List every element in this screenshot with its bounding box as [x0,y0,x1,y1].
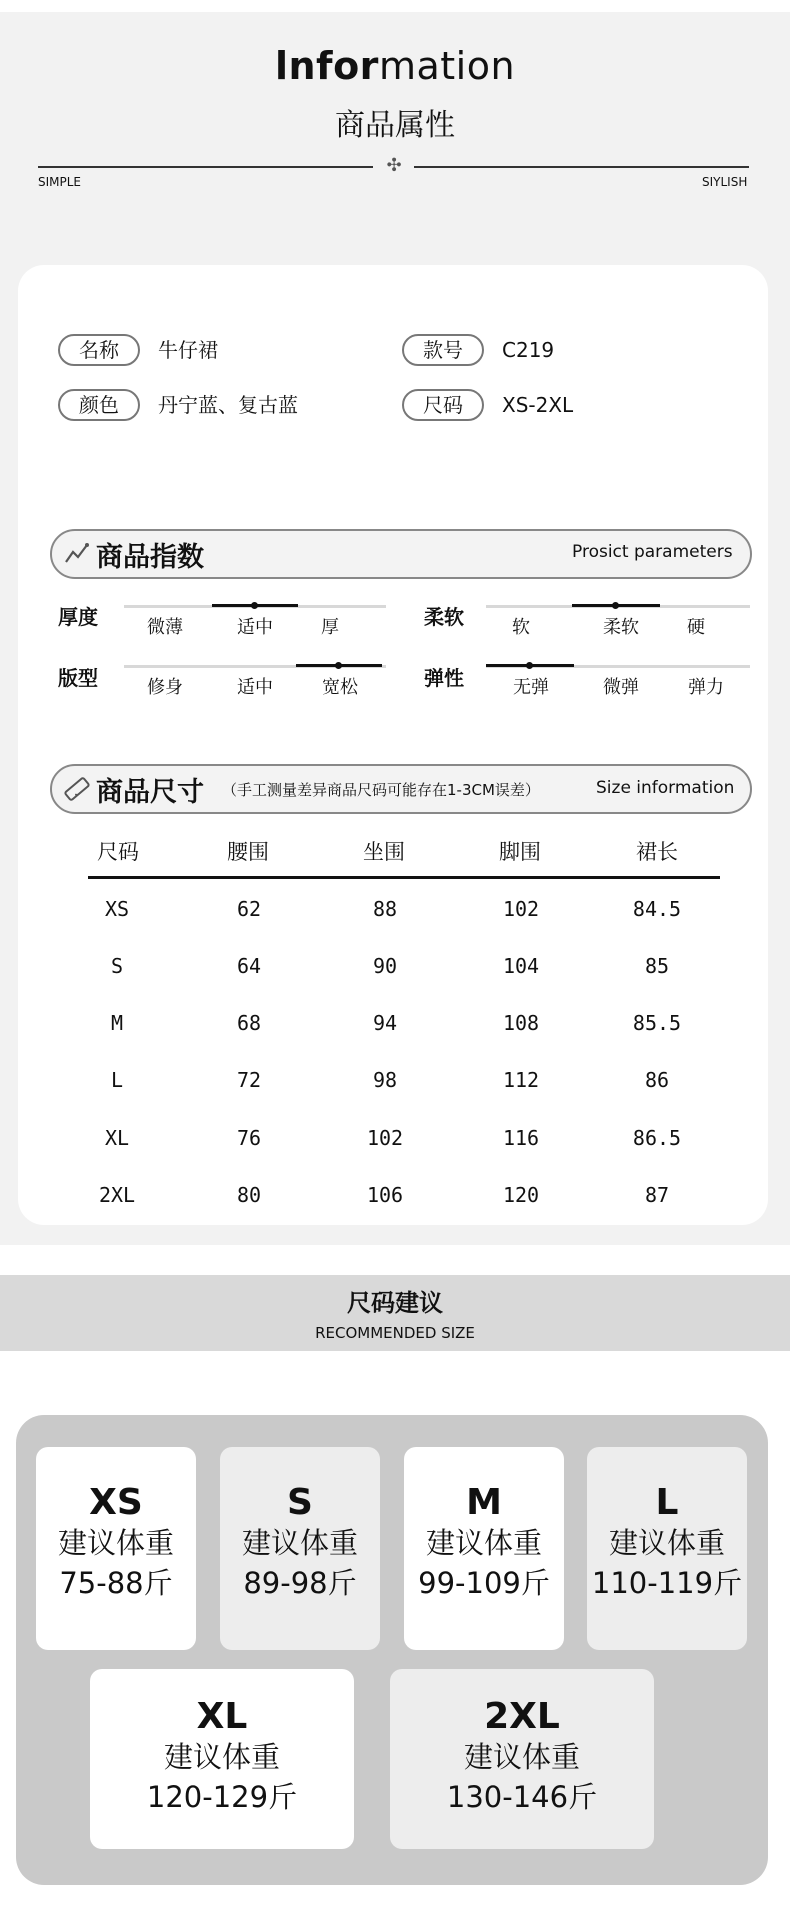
table-cell: 85.5 [632,1011,682,1035]
recommend-subtitle: RECOMMENDED SIZE [315,1324,475,1342]
cross-ornament-icon: ✣ [386,155,402,176]
table-cell: 62 [236,897,262,921]
header-divider-right [414,166,749,168]
table-cell: 80 [236,1183,262,1207]
attr-value-size: XS-2XL [502,393,574,417]
rating-option: 柔软 [603,617,639,638]
table-cell: 2XL [98,1183,136,1207]
info-subtitle: 商品属性 [335,108,455,143]
size-card-range: 130-146斤 [446,1780,598,1814]
attr-value-name: 牛仔裙 [158,338,218,362]
table-cell: XS [104,897,130,921]
index-section-title: 商品指数 [96,542,204,573]
size-card-name: XS [89,1482,143,1523]
size-card-label: 建议体重 [163,1740,280,1774]
table-header-hem: 脚围 [499,840,541,864]
rating-dot-elasticity [526,662,533,669]
table-cell: 68 [236,1011,262,1035]
table-cell: 102 [502,897,540,921]
table-cell: 76 [236,1126,262,1150]
table-cell: 84.5 [632,897,682,921]
attr-label-color: 颜色 [58,389,140,421]
attr-label-name: 名称 [58,334,140,366]
ruler-icon [62,774,92,810]
table-cell: 106 [366,1183,404,1207]
size-card-range: 75-88斤 [59,1566,173,1600]
header-divider-left [38,166,373,168]
size-card-range: 110-119斤 [591,1566,743,1600]
recommend-title: 尺码建议 [347,1289,443,1317]
size-card-xs [36,1447,196,1650]
table-cell: 108 [502,1011,540,1035]
table-header-size: 尺码 [97,840,139,864]
table-header-length: 裙长 [636,840,678,864]
rating-option: 宽松 [322,677,358,698]
rating-title-softness: 柔软 [424,605,464,629]
table-cell: 112 [502,1068,540,1092]
rating-option: 软 [512,617,530,638]
size-card-name: L [655,1482,679,1523]
index-section-subtitle: Prosict parameters [572,542,733,562]
attr-value-color: 丹宁蓝、复古蓝 [158,393,298,417]
table-header-waist: 腰围 [227,840,269,864]
size-card-xl [90,1669,354,1849]
rating-option: 弹力 [688,677,724,698]
size-card-l [587,1447,747,1650]
simple-tag: SIMPLE [38,175,82,189]
size-card-s [220,1447,380,1650]
size-card-name: S [287,1482,313,1523]
stylish-tag: SIYLISH [702,175,748,189]
table-cell: 120 [502,1183,540,1207]
table-cell: 87 [644,1183,670,1207]
size-card-m [404,1447,564,1650]
info-title [0,44,790,88]
size-card-range: 120-129斤 [146,1780,298,1814]
table-cell: 86 [644,1068,670,1092]
size-card-label: 建议体重 [608,1526,725,1560]
rating-option: 无弹 [513,677,549,698]
rating-option: 修身 [147,677,183,698]
rating-dot-thickness [251,602,258,609]
table-cell: 104 [502,954,540,978]
size-card-name: 2XL [484,1696,560,1737]
table-cell: 102 [366,1126,404,1150]
table-cell: L [110,1068,124,1092]
table-cell: 98 [372,1068,398,1092]
table-cell: 86.5 [632,1126,682,1150]
size-section-subtitle: Size information [596,778,735,798]
rating-option: 硬 [687,617,705,638]
top-white-strip [0,0,790,12]
table-cell: 90 [372,954,398,978]
rating-option: 微弹 [603,677,639,698]
attr-label-style-no: 款号 [402,334,484,366]
size-card-range: 99-109斤 [418,1566,550,1600]
table-cell: 116 [502,1126,540,1150]
table-cell: XL [104,1126,130,1150]
rating-title-thickness: 厚度 [58,605,98,629]
size-card-label: 建议体重 [463,1740,580,1774]
table-cell: 64 [236,954,262,978]
size-card-name: M [466,1482,502,1523]
size-card-2xl [390,1669,654,1849]
table-cell: 85 [644,954,670,978]
attr-value-style-no: C219 [502,338,555,362]
size-card-range: 89-98斤 [243,1566,357,1600]
rating-option: 适中 [237,617,273,638]
rating-dot-softness [612,602,619,609]
info-title-rest: mation [378,44,516,88]
size-section-title: 商品尺寸 [96,777,204,808]
attr-label-size: 尺码 [402,389,484,421]
table-header-rule [88,876,720,879]
rating-option: 适中 [237,677,273,698]
rating-option: 微薄 [147,617,183,638]
size-card-label: 建议体重 [425,1526,542,1560]
table-cell: 94 [372,1011,398,1035]
table-cell: S [110,954,124,978]
rating-title-fit: 版型 [58,666,98,690]
info-title-bold: lnfor [274,44,379,88]
size-card-label: 建议体重 [57,1526,174,1560]
size-card-label: 建议体重 [241,1526,358,1560]
rating-option: 厚 [321,617,339,638]
size-measure-note: （手工测量差异商品尺码可能存在1-3CM误差） [222,781,540,799]
table-cell: 72 [236,1068,262,1092]
size-card-name: XL [196,1696,248,1737]
table-cell: M [110,1011,124,1035]
table-header-hip: 坐围 [363,840,405,864]
table-cell: 88 [372,897,398,921]
rating-dot-fit [335,662,342,669]
rating-title-elasticity: 弹性 [424,666,464,690]
trend-chart-icon [64,540,90,572]
